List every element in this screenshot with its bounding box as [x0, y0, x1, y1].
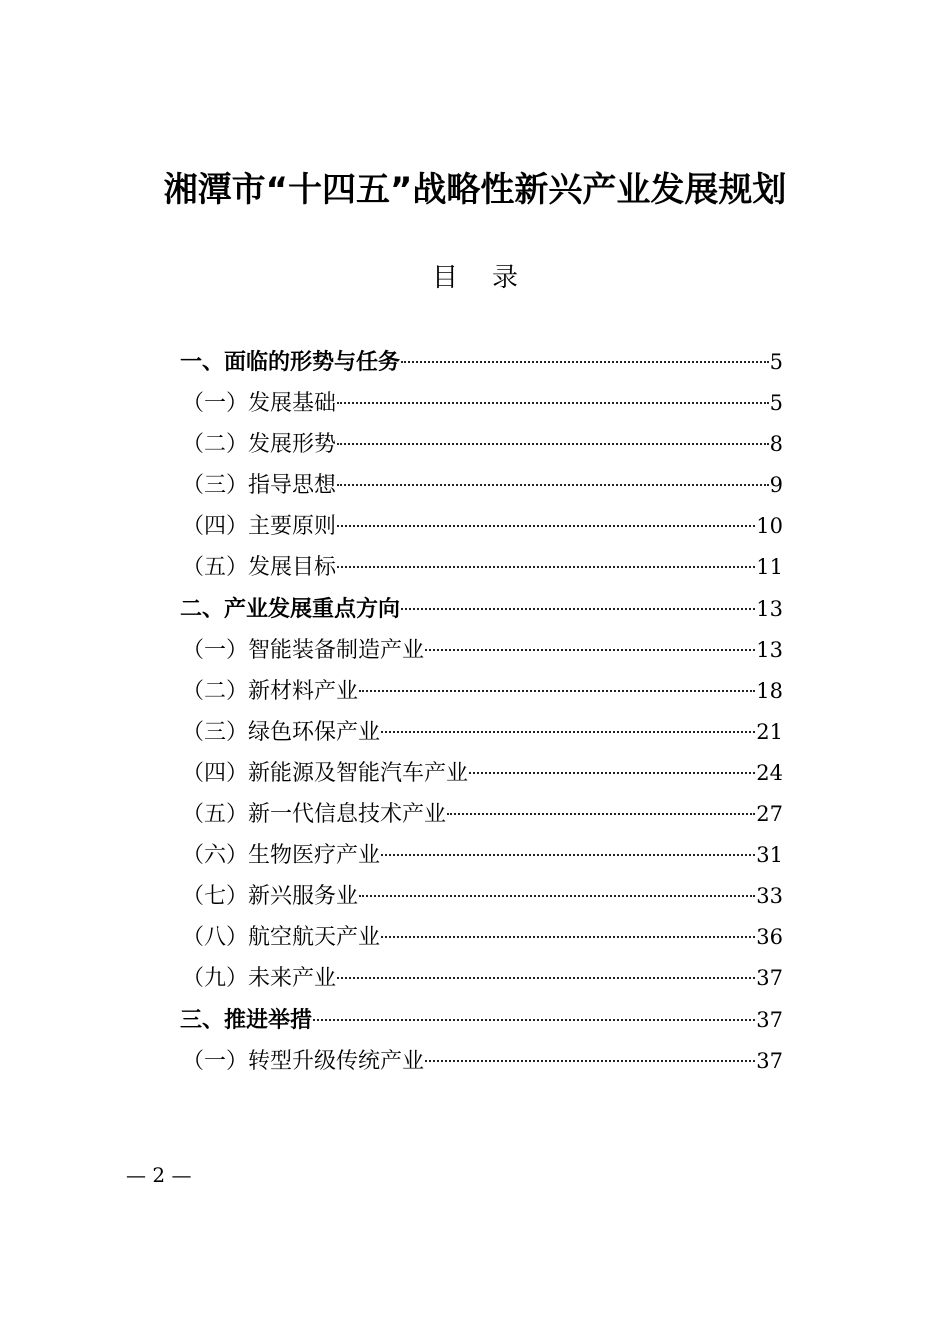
- toc-entry[interactable]: [180, 506, 783, 547]
- toc-entry-label: （九）未来产业: [182, 966, 337, 992]
- toc-leader-dots: [381, 846, 755, 856]
- document-title: 湘潭市“十四五”战略性新兴产业发展规划: [163, 170, 787, 210]
- toc-leader-dots: [447, 805, 755, 815]
- toc-entry-label: 二、产业发展重点方向: [180, 596, 401, 622]
- toc-leader-dots: [381, 723, 755, 733]
- toc-leader-dots: [337, 394, 769, 404]
- toc-entry-label: （一）智能装备制造产业: [182, 637, 425, 663]
- toc-entry[interactable]: [180, 917, 783, 958]
- toc-entry[interactable]: [180, 753, 783, 794]
- toc-entry[interactable]: [180, 589, 783, 630]
- toc-entry-page: 21: [756, 719, 783, 744]
- toc-entry[interactable]: [180, 342, 783, 383]
- toc-entry-label: （四）新能源及智能汽车产业: [182, 760, 469, 786]
- toc-leader-dots: [337, 517, 755, 527]
- table-of-contents: [180, 342, 783, 1082]
- toc-entry-label: （五）新一代信息技术产业: [182, 802, 447, 828]
- toc-heading-left: 目: [431, 263, 458, 293]
- toc-leader-dots: [337, 969, 755, 979]
- toc-entry[interactable]: [180, 424, 783, 465]
- toc-entry-page: 18: [756, 678, 783, 703]
- toc-entry-label: （七）新兴服务业: [182, 884, 359, 910]
- toc-entry[interactable]: [180, 465, 783, 506]
- toc-entry[interactable]: [180, 958, 783, 999]
- toc-entry-label: （三）指导思想: [182, 473, 337, 499]
- toc-leader-dots: [425, 1052, 755, 1062]
- toc-leader-dots: [469, 764, 755, 774]
- toc-leader-dots: [337, 476, 769, 486]
- toc-entry-label: 一、面临的形势与任务: [180, 350, 401, 375]
- toc-heading-right: 录: [492, 263, 519, 293]
- toc-leader-dots: [401, 600, 755, 610]
- toc-entry-page: 27: [756, 802, 783, 827]
- toc-entry-label: （四）主要原则: [182, 514, 337, 540]
- toc-entry[interactable]: [180, 712, 783, 753]
- toc-entry-label: （三）绿色环保产业: [182, 719, 381, 745]
- toc-entry-page: 31: [756, 843, 783, 868]
- toc-entry-label: （二）发展形势: [182, 432, 337, 458]
- page-number: — 2 —: [126, 1163, 192, 1187]
- toc-entry-page: 36: [756, 925, 783, 950]
- toc-entry-page: 37: [756, 966, 783, 991]
- toc-entry[interactable]: [180, 630, 783, 671]
- toc-entry[interactable]: [180, 876, 783, 917]
- toc-leader-dots: [313, 1011, 755, 1021]
- toc-leader-dots: [401, 353, 769, 363]
- toc-entry-page: 13: [756, 596, 783, 621]
- toc-entry-page: 37: [756, 1007, 783, 1032]
- toc-entry-label: （二）新材料产业: [182, 678, 359, 704]
- toc-entry[interactable]: [180, 1041, 783, 1082]
- toc-entry-page: 10: [756, 514, 783, 539]
- toc-entry[interactable]: [180, 1000, 783, 1041]
- toc-leader-dots: [425, 641, 755, 651]
- toc-entry-label: 三、推进举措: [180, 1007, 313, 1033]
- toc-entry-page: 13: [756, 637, 783, 662]
- toc-entry-label: （五）发展目标: [182, 555, 337, 581]
- toc-entry[interactable]: [180, 547, 783, 588]
- toc-entry-label: （六）生物医疗产业: [182, 843, 381, 869]
- toc-entry-page: 33: [756, 884, 783, 909]
- toc-entry[interactable]: [180, 383, 783, 424]
- toc-entry-page: 11: [756, 555, 783, 580]
- toc-entry-page: 37: [756, 1048, 783, 1073]
- toc-entry-page: 8: [769, 432, 783, 457]
- toc-entry[interactable]: [180, 835, 783, 876]
- toc-entry[interactable]: [180, 794, 783, 835]
- toc-leader-dots: [381, 928, 755, 938]
- toc-entry-page: 24: [756, 760, 783, 785]
- toc-leader-dots: [337, 435, 769, 445]
- toc-entry-label: （一）发展基础: [182, 391, 337, 417]
- toc-entry-page: 5: [769, 350, 783, 374]
- toc-entry-label: （一）转型升级传统产业: [182, 1048, 425, 1074]
- toc-heading: [0, 258, 950, 298]
- toc-leader-dots: [337, 558, 755, 568]
- toc-entry[interactable]: [180, 671, 783, 712]
- toc-entry-label: （八）航空航天产业: [182, 925, 381, 951]
- toc-leader-dots: [359, 682, 755, 692]
- toc-entry-page: 5: [769, 391, 783, 416]
- toc-entry-page: 9: [769, 473, 783, 498]
- toc-leader-dots: [359, 887, 755, 897]
